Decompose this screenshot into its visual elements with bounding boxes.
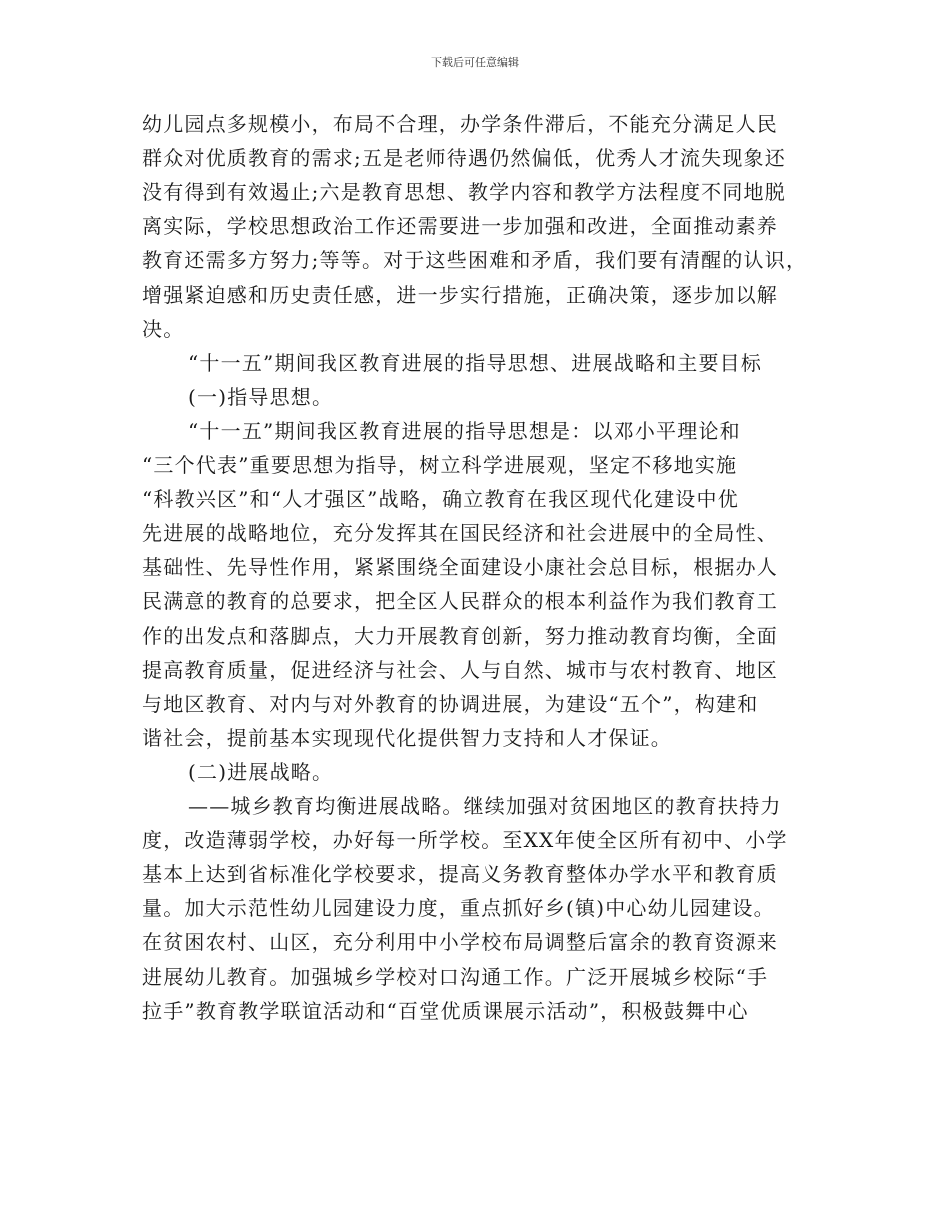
page-header: 下载后可任意编辑: [431, 56, 519, 69]
text-line: 民满意的教育的总要求，把全区人民群众的根本利益作为我们教育工: [142, 589, 778, 614]
text-line: 量。加大示范性幼儿园建设力度，重点抓好乡(镇)中心幼儿园建设。: [142, 896, 775, 921]
text-line: 教育还需多方努力;等等。对于这些困难和矛盾，我们要有清醒的认识，: [142, 248, 808, 273]
text-line: 作的出发点和落脚点，大力开展教育创新，努力推动教育均衡，全面: [142, 623, 778, 648]
text-line: 度，改造薄弱学校，办好每一所学校。至XX年使全区所有初中、小学: [142, 828, 788, 853]
text-line: 群众对优质教育的需求;五是老师待遇仍然偏低，优秀人才流失现象还: [142, 146, 786, 171]
text-line: 离实际，学校思想政治工作还需要进一步加强和改进，全面推动素养: [142, 214, 778, 239]
text-line: 增强紧迫感和历史责任感，进一步实行措施，正确决策，逐步加以解: [142, 282, 778, 307]
text-line: 基本上达到省标准化学校要求，提高义务教育整体办学水平和教育质: [142, 862, 778, 887]
text-line: 拉手”教育教学联谊活动和“百堂优质课展示活动”，积极鼓舞中心: [142, 998, 749, 1023]
text-line: 提高教育质量，促进经济与社会、人与自然、城市与农村教育、地区: [142, 657, 778, 682]
text-line: 进展幼儿教育。加强城乡学校对口沟通工作。广泛开展城乡校际“手: [142, 964, 769, 989]
text-line: (一)指导思想。: [188, 384, 334, 409]
text-line: 没有得到有效遏止;六是教育思想、教学内容和教学方法程度不同地脱: [142, 180, 786, 205]
text-line: 决。: [142, 316, 185, 341]
text-line: “十一五”期间我区教育进展的指导思想是：以邓小平理论和: [188, 418, 741, 443]
text-line: 在贫困农村、山区，充分利用中小学校布局调整后富余的教育资源来: [142, 930, 778, 955]
text-line: 先进展的战略地位，充分发挥其在国民经济和社会进展中的全局性、: [142, 521, 778, 546]
text-line: 与地区教育、对内与对外教育的协调进展，为建设“五个”，构建和: [142, 691, 759, 716]
text-line: “科教兴区”和“人才强区”战略，确立教育在我区现代化建设中优: [142, 487, 739, 512]
text-line: “十一五”期间我区教育进展的指导思想、进展战略和主要目标: [188, 350, 763, 375]
text-line: ——城乡教育均衡进展战略。继续加强对贫困地区的教育扶持力: [188, 794, 782, 818]
text-line: 基础性、先导性作用，紧紧围绕全面建设小康社会总目标，根据办人: [142, 555, 778, 580]
text-line: 谐社会，提前基本实现现代化提供智力支持和人才保证。: [142, 725, 672, 750]
text-line: 幼儿园点多规模小，布局不合理，办学条件滞后，不能充分满足人民: [142, 112, 778, 136]
text-line: “三个代表”重要思想为指导，树立科学进展观，坚定不移地实施: [142, 453, 738, 477]
text-line: (二)进展战略。: [188, 759, 334, 784]
